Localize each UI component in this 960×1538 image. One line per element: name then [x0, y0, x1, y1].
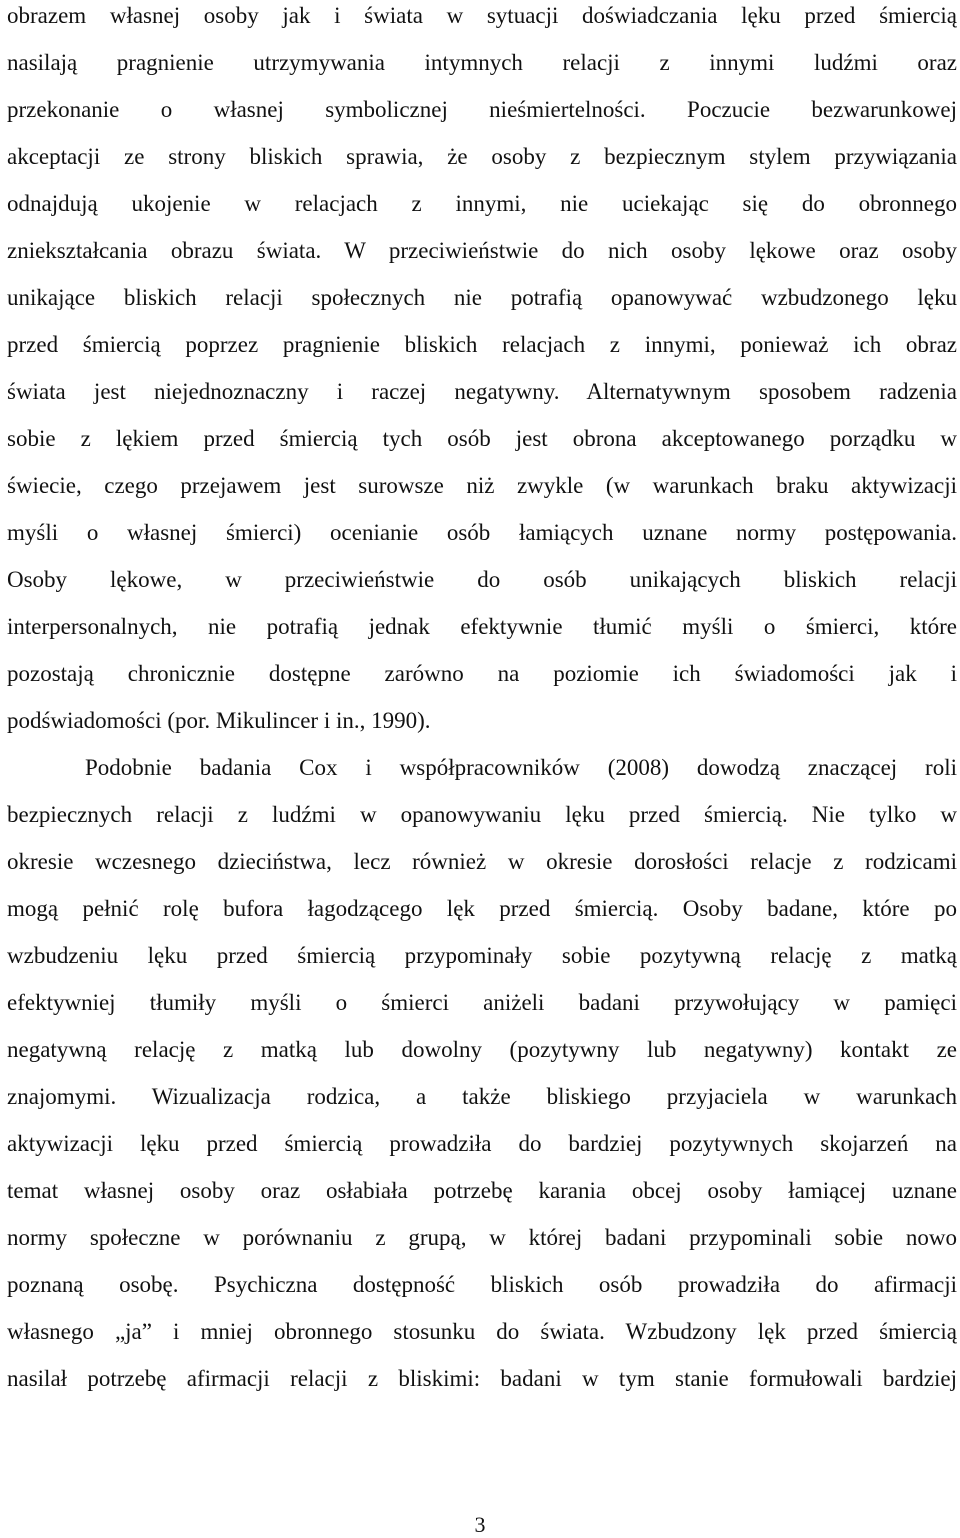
paragraph-continued: [7, 0, 957, 744]
text-line: bezpiecznych relacji z ludźmi w opanowywaniu lęku przed śmiercią. Nie tylko w: [7, 802, 957, 827]
text-line: świata jest niejednoznaczny i raczej negatywny. Alternatywnym sposobem radzenia: [7, 379, 957, 404]
text-line: Podobnie badania Cox i współpracowników (2008) dowodzą znaczącej roli: [85, 755, 957, 780]
document-body: [7, 0, 957, 1402]
text-line: interpersonalnych, nie potrafią jednak efektywnie tłumić myśli o śmierci, które: [7, 614, 957, 639]
text-line: myśli o własnej śmierci) ocenianie osób łamiących uznane normy postępowania.: [7, 520, 957, 545]
text-line: okresie wczesnego dzieciństwa, lecz również w okresie dorosłości relacje z rodzicami: [7, 849, 957, 874]
text-line: znajomymi. Wizualizacja rodzica, a także bliskiego przyjaciela w warunkach: [7, 1084, 957, 1109]
text-line: efektywniej tłumiły myśli o śmierci aniżeli badani przywołujący w pamięci: [7, 990, 957, 1015]
text-line: zniekształcania obrazu świata. W przeciwieństwie do nich osoby lękowe oraz osoby: [7, 238, 957, 263]
text-line: negatywną relację z matką lub dowolny (pozytywny lub negatywny) kontakt ze: [7, 1037, 957, 1062]
text-line: obrazem własnej osoby jak i świata w sytuacji doświadczania lęku przed śmiercią: [7, 3, 957, 28]
text-line: akceptacji ze strony bliskich sprawia, że osoby z bezpiecznym stylem przywiązania: [7, 144, 957, 169]
text-line: pozostają chronicznie dostępne zarówno na poziomie ich świadomości jak i: [7, 661, 957, 686]
text-line: przed śmiercią poprzez pragnienie bliskich relacjach z innymi, ponieważ ich obraz: [7, 332, 957, 357]
text-line: przekonanie o własnej symbolicznej nieśmiertelności. Poczucie bezwarunkowej: [7, 97, 957, 122]
text-line: własnego „ja” i mniej obronnego stosunku do świata. Wzbudzony lęk przed śmiercią: [7, 1319, 957, 1344]
text-line: poznaną osobę. Psychiczna dostępność bliskich osób prowadziła do afirmacji: [7, 1272, 957, 1297]
paragraph-cox: [7, 744, 957, 1402]
text-line: normy społeczne w porównaniu z grupą, w której badani przypominali sobie nowo: [7, 1225, 957, 1250]
page-number: 3: [474, 1512, 486, 1537]
text-line: unikające bliskich relacji społecznych nie potrafią opanowywać wzbudzonego lęku: [7, 285, 957, 310]
text-line: podświadomości (por. Mikulincer i in., 1990).: [7, 708, 431, 733]
text-line: nasilają pragnienie utrzymywania intymnych relacji z innymi ludźmi oraz: [7, 50, 957, 75]
text-line: świecie, czego przejawem jest surowsze niż zwykle (w warunkach braku aktywizacji: [7, 473, 957, 498]
text-line: aktywizacji lęku przed śmiercią prowadziła do bardziej pozytywnych skojarzeń na: [7, 1131, 957, 1156]
text-line: mogą pełnić rolę bufora łagodzącego lęk przed śmiercią. Osoby badane, które po: [7, 896, 957, 921]
text-line: odnajdują ukojenie w relacjach z innymi, nie uciekając się do obronnego: [7, 191, 957, 216]
text-line: wzbudzeniu lęku przed śmiercią przypominały sobie pozytywną relację z matką: [7, 943, 957, 968]
text-line: temat własnej osoby oraz osłabiała potrzebę karania obcej osoby łamiącej uznane: [7, 1178, 957, 1203]
text-line: sobie z lękiem przed śmiercią tych osób jest obrona akceptowanego porządku w: [7, 426, 957, 451]
text-line: nasilał potrzebę afirmacji relacji z bliskimi: badani w tym stanie formułowali bardziej: [7, 1366, 957, 1391]
text-line: Osoby lękowe, w przeciwieństwie do osób unikających bliskich relacji: [7, 567, 957, 592]
